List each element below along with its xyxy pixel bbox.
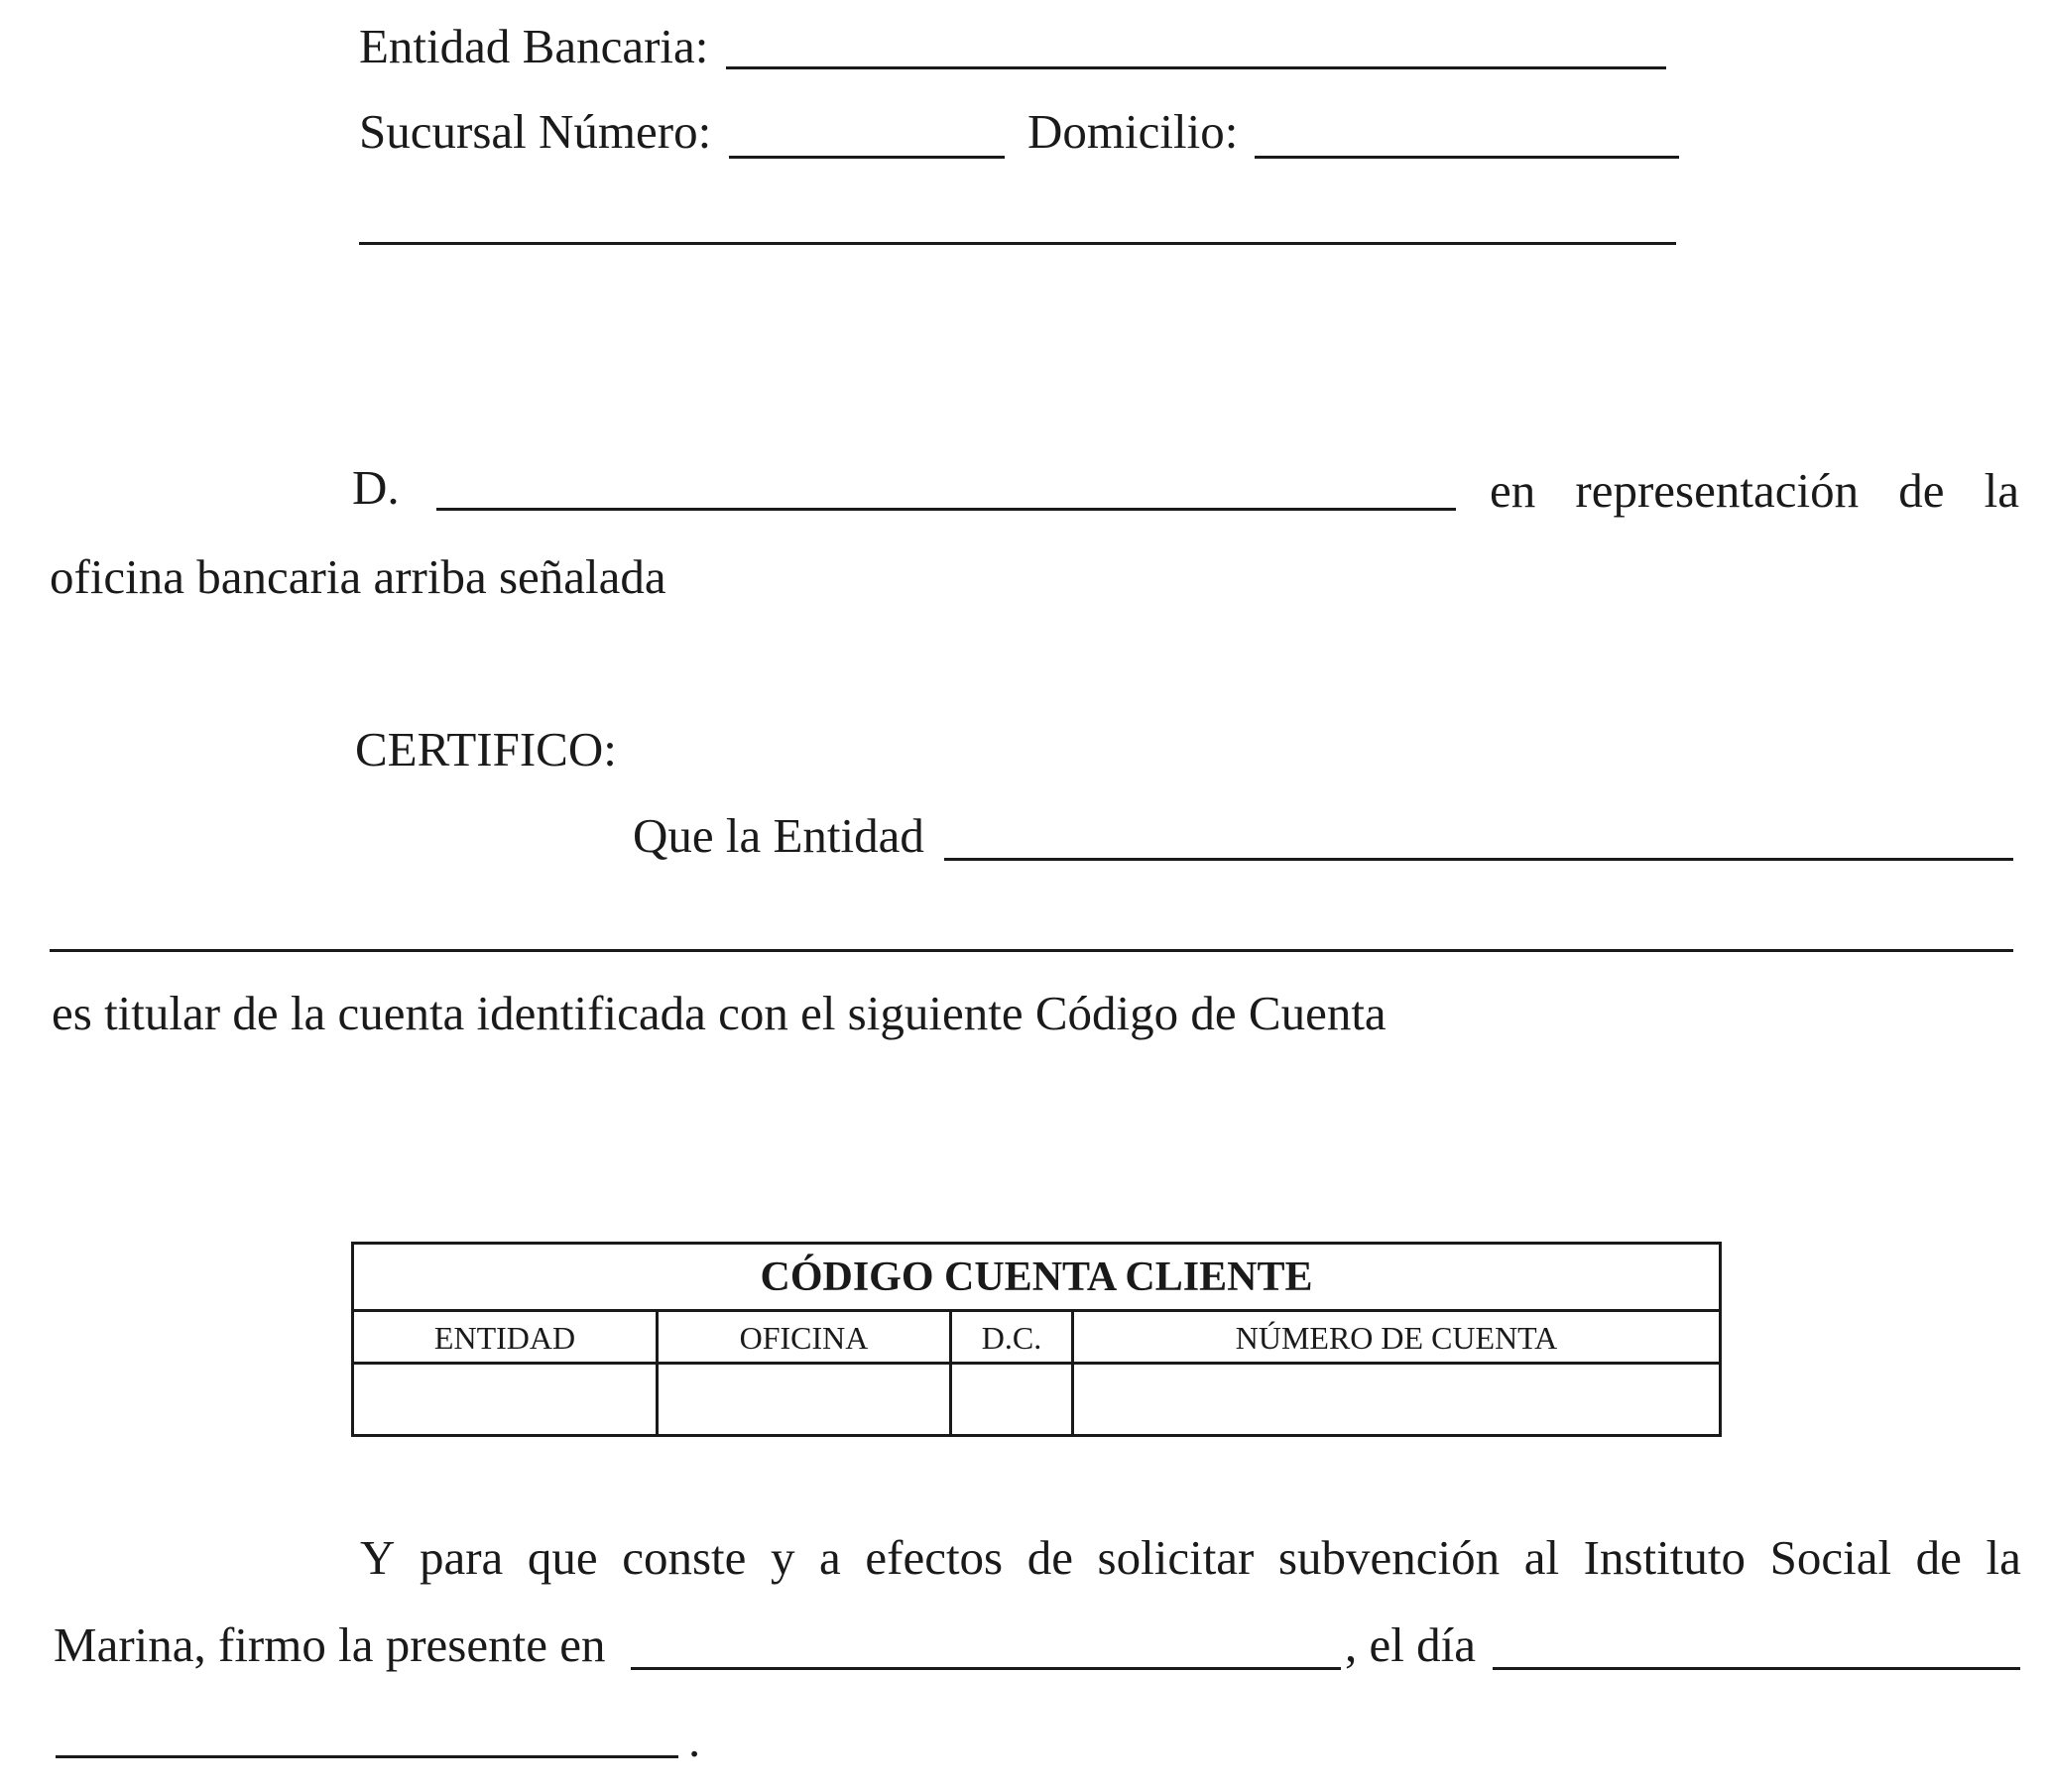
closing-word: Y (360, 1530, 396, 1585)
sucursal-numero-field[interactable] (729, 156, 1005, 159)
entidad-input-cell[interactable] (354, 1365, 656, 1434)
closing-word: conste (622, 1530, 747, 1585)
closing-word: efectos (865, 1530, 1004, 1585)
closing-statement (360, 1530, 2021, 1585)
rep-word: la (1984, 463, 2019, 518)
oficina-input-cell[interactable] (656, 1365, 949, 1434)
sucursal-numero-label: Sucursal Número: (359, 104, 712, 159)
closing-statement-line2: Marina, firmo la presente en (54, 1617, 606, 1672)
column-header-oficina: OFICINA (656, 1309, 949, 1365)
entidad-bancaria-label: Entidad Bancaria: (359, 19, 709, 73)
closing-word: para (419, 1530, 504, 1585)
dc-input-cell[interactable] (949, 1365, 1071, 1434)
que-la-entidad-label: Que la Entidad (633, 808, 924, 863)
date-field-continued[interactable] (56, 1755, 678, 1758)
final-period: . (688, 1713, 701, 1767)
column-header-entidad: ENTIDAD (354, 1309, 656, 1365)
codigo-cuenta-cliente-table (351, 1242, 1722, 1437)
closing-word: de (1915, 1530, 1962, 1585)
closing-word: solicitar (1097, 1530, 1255, 1585)
el-dia-label: , el día (1345, 1617, 1476, 1672)
rep-word: representación (1575, 463, 1860, 518)
rep-word: de (1898, 463, 1945, 518)
closing-word: Social (1769, 1530, 1892, 1585)
titular-statement: es titular de la cuenta identificada con el siguiente Código de Cuenta (52, 986, 1387, 1040)
place-field[interactable] (631, 1667, 1341, 1670)
domicilio-field-continued[interactable] (359, 242, 1676, 245)
closing-word: que (527, 1530, 598, 1585)
numero-cuenta-input-cell[interactable] (1071, 1365, 1719, 1434)
representation-text-continued: oficina bancaria arriba señalada (50, 549, 666, 604)
closing-word: Instituto (1583, 1530, 1747, 1585)
domicilio-label: Domicilio: (1027, 104, 1239, 159)
rep-word: en (1490, 463, 1536, 518)
closing-word: subvención (1277, 1530, 1501, 1585)
entidad-bancaria-field[interactable] (726, 66, 1666, 69)
table-title: CÓDIGO CUENTA CLIENTE (354, 1245, 1719, 1312)
certifico-heading: CERTIFICO: (355, 722, 617, 777)
entidad-name-field[interactable] (944, 858, 2013, 861)
column-header-dc: D.C. (949, 1309, 1071, 1365)
closing-word: a (819, 1530, 841, 1585)
representation-text (1490, 463, 2019, 518)
closing-word: de (1026, 1530, 1073, 1585)
column-header-numero-cuenta: NÚMERO DE CUENTA (1071, 1309, 1719, 1365)
closing-word: al (1523, 1530, 1560, 1585)
closing-word: la (1986, 1530, 2021, 1585)
domicilio-field[interactable] (1255, 156, 1679, 159)
date-day-field[interactable] (1493, 1667, 2020, 1670)
representative-name-field[interactable] (436, 508, 1456, 511)
entidad-name-field-continued[interactable] (50, 949, 2013, 952)
d-label: D. (352, 460, 400, 515)
closing-word: y (770, 1530, 795, 1585)
